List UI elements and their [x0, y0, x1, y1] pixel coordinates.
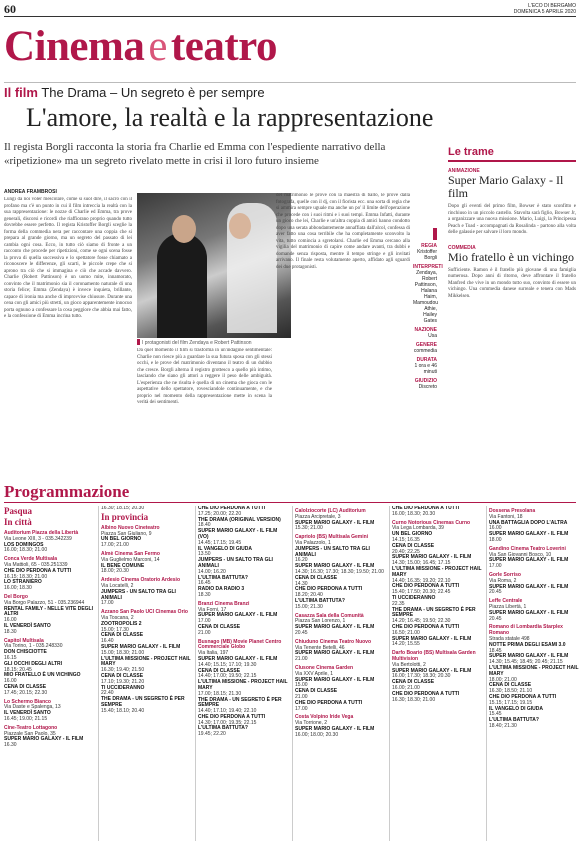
film-listing: CHE DIO PERDONA A TUTTI [392, 506, 460, 511]
film-listing: CENA DI CLASSE [4, 683, 47, 690]
film-listing: SUPER MARIO GALAXY - IL FILM [489, 531, 569, 538]
showtimes: 16.00 [4, 617, 17, 624]
cinema-address: Via Locatelli, 2 [101, 582, 134, 589]
credit-value: Usa [428, 333, 437, 339]
cinema-address: Piazzale San Paolo, 35 [4, 730, 56, 737]
film-listing: CENA DI CLASSE [198, 667, 241, 674]
showtimes: 14.20; 15.55 [392, 641, 420, 648]
cinema-address: Via Toscana, 2 [101, 614, 134, 621]
showtimes: 17.00; 21.00 [101, 542, 129, 549]
showtimes: 14.45; 17.15; 19.45 [198, 539, 242, 546]
column-divider [98, 506, 99, 841]
film-listing: CENA DI CLASSE [392, 679, 435, 686]
credits-marker [433, 228, 437, 240]
film-listing: SUPER MARIO GALAXY - IL FILM [295, 725, 375, 732]
film-listing: SUPER MARIO GALAXY - IL FILM [4, 736, 84, 743]
cinema-name: Del Borgo [4, 593, 28, 600]
film-listing: IL VENERDÌ SANTO [4, 622, 51, 629]
film-listing: CENA DI CLASSE [101, 672, 144, 679]
showtimes: 15.30; 21.00 [295, 525, 323, 532]
film-listing: L'ULTIMA BATTUTA? [489, 717, 539, 724]
film-line [4, 85, 265, 100]
film-listing: CHE DIO PERDONA A TUTTI [295, 586, 363, 593]
header-rule [4, 16, 576, 17]
credit-label: GIUDIZIO [414, 378, 437, 384]
cinema-address: Piazza Libertà, 1 [489, 603, 527, 610]
cinema-name: Gandino Cinema Teatro Loverini [489, 545, 566, 552]
film-listing: THE DRAMA - UN SEGRETO È PER SEMPRE [392, 606, 476, 619]
programming-rule [4, 502, 576, 503]
film-listing: SUPER MARIO GALAXY - IL FILM [295, 519, 375, 526]
showtimes: 15.15; 17.15; 19.15 [489, 699, 533, 706]
film-listing: CHE DIO PERDONA A TUTTI [489, 693, 557, 700]
section-rule [4, 82, 576, 83]
cinema-name: Branzi Cinema Branzi [198, 600, 250, 607]
showtimes: 15.40; 18.10; 20.40 [101, 707, 145, 714]
cinema-name: Costa Volpino Iride Vega [295, 714, 354, 721]
film-listing: SUPER MARIO GALAXY - IL FILM [101, 643, 181, 650]
area-heading: Pasqua [4, 506, 33, 516]
listing-column [198, 506, 289, 844]
cinema-address: Via Borgo Palazzo, 51 - 035.236944 [4, 599, 85, 606]
section-amp: e [148, 23, 167, 70]
showtimes: 18.00 [489, 536, 502, 543]
cinema-name: Almè Cinema San Fermo [101, 550, 160, 557]
article-photo [137, 193, 291, 338]
area-heading: In provincia [101, 511, 149, 522]
film-listing: THE DRAMA - UN SEGRETO È PER SEMPRE [101, 696, 185, 708]
cinema-name: Dossena Presolana [489, 508, 536, 514]
showtimes: 18.00; 21.00 [489, 676, 517, 683]
cinema-name: Casazza Sala della Comunità [295, 612, 364, 619]
showtimes: 18.30 [198, 591, 211, 598]
showtimes: 21.00 [198, 629, 211, 636]
listing-column [295, 506, 386, 844]
column-divider [195, 506, 196, 841]
film-listing: SUPER MARIO GALAXY - IL FILM [489, 609, 569, 616]
showtimes: 16.00 [4, 678, 17, 685]
showtimes: 16.00; 18.30; 21.00 [4, 547, 48, 554]
film-listing: GLI OCCHI DEGLI ALTRI [4, 660, 63, 667]
showtimes: 17.00 [198, 618, 211, 625]
showtimes: 18.00; 20.30 [101, 568, 129, 575]
film-listing: CENA DI CLASSE [295, 688, 338, 695]
plot-text: Sufficiente. Ramon è il fratello più giovane di una famiglia numerosa. Dopo anni di ritorno, deve affrontare il fratello Manfred che vive in un mondo tutto suo, convinto di essere un vichingo. Una commedia danese surreale e tenera con Mads Mikkelsen. [448, 267, 576, 299]
column-divider [389, 506, 390, 841]
film-listing: SUPER MARIO GALAXY - IL FILM [295, 563, 375, 570]
showtimes: 18.30 [4, 628, 17, 635]
showtimes: 20.45 [489, 589, 502, 596]
film-listing: CENA DI CLASSE [198, 623, 241, 630]
showtimes: 14.30; 15.45; 18.45; 20.45; 21.15 [489, 659, 563, 666]
showtimes: 15.00; 18.30; 21.00 [101, 649, 145, 656]
publication-date: DOMENICA 5 APRILE 2020 [513, 9, 576, 15]
film-listing: CHE DIO PERDONA A TUTTI [198, 506, 266, 511]
film-listing: THE DRAMA (ORIGINAL VERSION) [198, 516, 281, 523]
showtimes: 16.30; 18.50; 21.10 [489, 688, 533, 695]
showtimes: 14.40; 17.00; 19.50; 22.15 [198, 673, 257, 680]
film-listing: RADIO DA RADIO 3 [198, 586, 245, 593]
credit-value: commedia [413, 348, 437, 354]
credit-value: Kristoffer Borgli [417, 249, 437, 261]
film-listing: ZOOTROPOLIS 2 [101, 620, 142, 627]
credit-label: NAZIONE [414, 327, 437, 333]
cinema-address: Via Torino, 1 - 035.248330 [4, 643, 63, 650]
sidebar-title: Le trame [448, 146, 576, 162]
cinema-address: Via Leone XIII, 3 - 035.342239 [4, 535, 72, 542]
cinema-name: Darfo Boario (BS) Multisala Garden Multivision [392, 650, 476, 662]
film-listing: UN BEL GIORNO [392, 531, 433, 538]
sidebar-plots [448, 146, 576, 300]
showtimes: 17.00 [295, 705, 308, 712]
byline: ANDREA FRAMBROSI [4, 189, 57, 195]
showtimes: 15.00; 17.30 [101, 626, 129, 633]
film-listing: JUMPERS - UN SALTO TRA GLI ANIMALI [101, 588, 176, 601]
page-number: 60 [4, 2, 16, 16]
film-listing: SUPER MARIO GALAXY - IL FILM (VO) [198, 528, 278, 540]
film-title: The Drama – Un segreto è per sempre [41, 85, 265, 100]
showtimes: 22.40 [101, 690, 114, 697]
cinema-address: Via San Giovanni Bosco, 10 [489, 551, 552, 558]
film-listing: TI UCCIDERANNO [101, 684, 145, 691]
cinema-address: Via Forni, 17 [198, 606, 227, 613]
showtimes: 14.40; 16.35; 19.20; 22.10 [392, 577, 451, 584]
cinema-name: Busnago (MB) Movie Planet Centro Commerciale Globo [198, 638, 282, 651]
film-listing: SUPER MARIO GALAXY - IL FILM [489, 557, 569, 564]
cinema-address: Via Italia, 197 [198, 650, 229, 657]
showtimes: 14.15; 16.35 [392, 536, 420, 543]
cinema-address: Via Guglielmo Marconi, 14 [101, 556, 160, 563]
cinema-name: Chiuduno Cinema Teatro Nuovo [295, 638, 372, 645]
programming-title: Programmazione [4, 482, 130, 501]
showtimes: 19.45; 22.20 [198, 731, 226, 738]
film-listing: CHE DIO PERDONA A TUTTI [4, 567, 72, 574]
showtimes: 20.45 [295, 629, 308, 636]
page-header [4, 2, 576, 16]
column-divider [486, 506, 487, 841]
film-listing: IL VANGELO DI GIUDA [198, 545, 252, 552]
cinema-name: Albino Nuovo Cineteatro [101, 524, 160, 531]
film-listing: DON CHISCIOTTE [4, 649, 47, 656]
listing-column [4, 506, 95, 844]
showtimes: 14.20; 16.45; 19.50; 22.30 [392, 618, 451, 625]
showtimes: 16.00 [489, 525, 502, 532]
cinema-address: Via Torrione, 2 [295, 720, 328, 727]
showtimes: 13.50 [198, 551, 211, 558]
film-listing: JUMPERS - UN SALTO TRA GLI ANIMALI [295, 545, 370, 558]
credit-label: REGIA [421, 243, 437, 249]
cinema-address: Via Lega Lombarda, 39 [392, 525, 444, 532]
showtimes: 17.45; 20.15; 22.30 [4, 689, 48, 696]
showtimes: 15.45 [489, 711, 502, 718]
showtimes: 18.40; 21.30 [489, 722, 517, 729]
film-listing: L'ULTIMA BATTUTA? [198, 574, 248, 581]
cinema-name: Calolziocorte (LC) Auditorium [295, 508, 366, 514]
article-column-1: Lungi da noi voler mescolare, come si suol dire, il sacro con il profano ma c'è un punto in cui il film intreccia la realtà con la sua rappresentazione: le nozze di Charlie ed Emma, tra prove generali, discorsi e ricordi che riaffiorano proprio quando tutto dovrebbe essere perfetto. Il regista Kristoffer Borgli sceglie la forma della commedia nera per raccontare una coppia che si prepara al grande giorno, ma un segreto del passato di lei cambia ogni cosa. Ecco, in tutto ciò siamo di fronte a un racconto che procede per ripetizioni, come se ogni scena fosse la prova di quella successiva e lo spettatore fosse chiamato a riconoscere le differenze, gli scarti, le piccole crepe che si aprono tra ciò che si immagina e ciò che accade davvero. Charlie (Robert Pattinson) è un uomo mite, innamorato, convinto che il matrimonio sia il coronamento naturale di una storia felice; Emma (Zendaya) è invece inquieta, brillante, capace di ironia ma anche di improvvise chiusure. Durante una cena con gli amici più stretti, un gioco apparentemente innocuo porta ognuno a confessare la cosa peggiore che abbia mai fatto, e la confessione di Emma incrina tutto. [4, 197, 132, 319]
photo-caption: I protagonisti del film Zendaya e Robert Pattinson [142, 340, 252, 346]
cinema-name: Lo Schermo Bianco [4, 698, 51, 705]
showtimes: 15.00 [295, 682, 308, 689]
publication-info [514, 3, 576, 15]
cinema-name: Auditorium Piazza della Libertà [4, 530, 79, 536]
film-listing: SUPER MARIO GALAXY - IL FILM [198, 655, 278, 662]
film-listing: L'ULTIMA BATTUTA? [198, 725, 248, 732]
plot-text: Dopo gli eventi del primo film, Bowser è stato sconfitto e rinchiuso in un piccolo castello. Stavolta sarà figlio, Bowser Jr, a organizzare una nuova missione. Mario, Luigi, la Principessa Peach e Toad - accompagnati da Rosalinda - partono alla volta delle galassie per salvare il loro mondo. [448, 204, 576, 235]
showtimes: 16.40 [101, 638, 114, 645]
showtimes: 20.40; 22.25 [392, 548, 420, 555]
showtimes: 17.00 [489, 563, 502, 570]
showtimes: 16.50; 21.00 [392, 629, 420, 636]
film-listing: RENTAL FAMILY - NELLE VITE DEGLI ALTRI [4, 605, 93, 618]
cinema-name: Capitol Multisala [4, 637, 44, 644]
film-listing: LO STRANIERO [4, 579, 42, 586]
film-listing: NOTTE PRIMA DEGLI ESAMI 3.0 [489, 641, 566, 648]
showtimes: 16.00; 18.30 [4, 585, 32, 592]
showtimes: 17.00 [101, 600, 114, 607]
showtimes: 16.00; 17.30; 18.30; 20.30 [392, 673, 451, 680]
film-listing: CENA DI CLASSE [101, 632, 144, 639]
cinema-address: Via Fantoni, 18 [489, 513, 523, 520]
showtimes: 17.00; 18.15; 21.30 [198, 690, 242, 697]
film-listing: CHE DIO PERDONA A TUTTI [295, 699, 363, 706]
showtimes: 16.00; 21.00 [392, 684, 420, 691]
film-listing: L'ULTIMA MISSIONE - PROJECT HAIL MARY [198, 679, 288, 691]
cinema-address: Via Daste e Spalenga, 13 [4, 704, 61, 711]
cinema-address: Strada statale 498 [489, 635, 530, 642]
cinema-address: Piazza San Lorenzo, 1 [295, 618, 346, 625]
showtimes: 16.15 [4, 654, 17, 661]
film-listing: MIO FRATELLO È UN VICHINGO [4, 672, 81, 679]
film-listing: IL VENERDÌ SANTO [4, 710, 51, 717]
film-listing: SUPER MARIO GALAXY - IL FILM [295, 624, 375, 631]
film-listing: THE DRAMA - UN SEGRETO È PER SEMPRE [198, 696, 282, 709]
showtimes: 14.40; 17.10; 19.40; 22.10 [198, 708, 257, 715]
showtimes: 22.35 [392, 600, 405, 607]
film-credits [413, 240, 443, 390]
showtimes: 14.00; 16.20 [198, 568, 226, 575]
plot-genre: COMMEDIA [448, 244, 476, 251]
cinema-address: Via Mattioli, 65 - 035.251339 [4, 561, 68, 568]
cinema-name: Romano di Lombardia Starplex Romano [489, 624, 563, 637]
cinema-address: Piazza San Giuliano, 9 [101, 530, 152, 537]
film-listing: UNA BATTAGLIA DOPO L'ALTRA [489, 519, 568, 526]
showtimes: 16.20 [295, 557, 308, 564]
cinema-name: Curno Notorious Cinemas Curno [392, 519, 471, 526]
showtimes: 16.30; 18.15; 20.30 [101, 506, 145, 511]
showtimes: 16.45 [198, 580, 211, 587]
subheadline: Il regista Borgli racconta la storia fra Charlie ed Emma con l'espediente narrativo della «ripetizione» ma un segreto rivelato mette in crisi il loro futuro insieme [4, 141, 386, 167]
film-listing: SUPER MARIO GALAXY - IL FILM [392, 635, 472, 642]
film-listing: CHE DIO PERDONA A TUTTI [392, 690, 460, 697]
showtimes: 16.30; 18.30; 21.00 [392, 696, 436, 703]
showtimes: 16.30; 19.40; 21.50 [101, 667, 145, 674]
showtimes: 14.30 [295, 580, 308, 587]
film-listing: CHE DIO PERDONA A TUTTI [392, 623, 460, 630]
showtimes: 17.10; 19.30; 21.20 [101, 678, 145, 685]
cinema-name: Ardesio Cinema Oratorio Ardesio [101, 577, 180, 584]
showtimes: 15.40; 17.50; 20.30; 22.45 [392, 589, 451, 596]
film-listing: CHE DIO PERDONA A TUTTI [392, 583, 460, 590]
column-divider [292, 506, 293, 841]
cinema-address: Via Bertolotti, 2 [392, 661, 426, 668]
cinema-name: Capriolo (BS) Multisala Gemini [295, 534, 369, 541]
listing-column [392, 506, 483, 844]
showtimes: 14.30; 17.00; 19.35; 22.15 [198, 719, 257, 726]
film-listing: LOS DOMINGOS [4, 541, 44, 548]
publication-name: L'ECO DI BERGAMO [528, 3, 576, 9]
film-listing: L'ULTIMA MISSIONE - PROJECT HAIL MARY [101, 655, 191, 668]
showtimes: 21.00 [295, 656, 308, 663]
film-listing: SUPER MARIO GALAXY - IL FILM [392, 554, 472, 561]
showtimes: 21.00 [295, 693, 308, 700]
showtimes: 16.00; 18.00; 20.30 [295, 731, 339, 738]
listing-column [101, 506, 192, 844]
section-word-2: teatro [170, 23, 277, 70]
film-listing: SUPER MARIO GALAXY - IL FILM [198, 612, 278, 619]
showtimes: 14.40; 15.15; 17.10; 19.30 [198, 661, 257, 668]
credit-label: GENERE [415, 342, 437, 348]
film-listing: CENA DI CLASSE [489, 682, 532, 689]
cinema-address: Via Tenente Betelli, 46 [295, 644, 345, 651]
film-listing: SUPER MARIO GALAXY - IL FILM [295, 650, 375, 657]
cinema-name: Conca Verde Multisala [4, 556, 58, 563]
film-listing: TI UCCIDERANNO [392, 594, 436, 601]
cinema-address: Piazza Arcipretale, 3 [295, 513, 341, 520]
film-listing: L'ULTIMA BATTUTA? [295, 597, 345, 604]
cinema-address: Via Palazzolo, 1 [295, 539, 331, 546]
plot-title: Mio fratello è un vichingo [448, 249, 574, 264]
showtimes: 16.00; 18.30; 20.30 [392, 510, 436, 517]
showtimes: 15.00; 21.30 [295, 603, 323, 610]
cinema-name: Gorle Sorriso [489, 571, 521, 578]
showtimes: 20.45 [489, 615, 502, 622]
film-listing: JUMPERS - UN SALTO TRA GLI ANIMALI [198, 557, 273, 569]
film-listing: L'ULTIMA MISSIONE - PROJECT HAIL MARY [392, 565, 482, 578]
film-listing: SUPER MARIO GALAXY - IL FILM [489, 583, 569, 590]
plot-genre: ANIMAZIONE [448, 168, 480, 174]
section-word-1: Cinema [4, 23, 145, 70]
showtimes: 18.40 [198, 522, 211, 529]
showtimes: 18.15; 20.45 [4, 666, 32, 673]
film-listing: IL VANGELO DI GIUDA [489, 705, 543, 712]
headline: L'amore, la realtà e la rappresentazione [26, 103, 434, 132]
film-listing: SUPER MARIO GALAXY - IL FILM [295, 676, 375, 683]
film-listing: CENA DI CLASSE [392, 542, 435, 549]
showtimes: 17.25; 20.00; 22.20 [198, 510, 242, 517]
area-heading: In città [4, 517, 32, 527]
section-title [4, 22, 277, 71]
cinema-name: Leffe Centrale [489, 598, 523, 605]
film-listing: UN BEL GIORNO [101, 536, 142, 543]
showtimes: 18.20; 20.40 [295, 592, 323, 599]
film-listing: CENA DI CLASSE [295, 574, 338, 581]
credit-label: INTERPRETI [413, 264, 443, 270]
plot-title: Super Mario Galaxy - Il film [448, 173, 564, 200]
film-listing: SUPER MARIO GALAXY - IL FILM [489, 653, 569, 660]
article-column-2: Da quel momento il film si trasforma in un'indagine sentimentale: Charlie non riesce più a guardare la sua futura sposa con gli stessi occhi, e le prove del matrimonio diventano il teatro di un dubbio che cresce. Borgli alterna il registro grottesco a quello più intimo, lasciando che siano gli attori a reggere il peso delle ambiguità. L'esperienza che ne risulta è quella di un cinema che gioca con le aspettative dello spettatore, rovesciandole continuamente, e che proprio nel momento della rappresentazione mette in scena la verità dei sentimenti. [137, 348, 272, 405]
cinema-name: Cine-Teatro Lottagono [4, 724, 58, 731]
showtimes: 16.45; 19.00; 21.15 [4, 715, 48, 722]
showtimes: 16.30 [4, 742, 17, 749]
credit-value: Discreto [418, 384, 437, 390]
showtimes: 18.45 [489, 647, 502, 654]
showtimes: 14.30; 15.00; 16.45; 17.15 [392, 560, 451, 567]
article-column-3: del matrimonio le prove con la maestra di ballo, le prove dalla fotografa, quelle con il dj, con il fiorista ecc. una sorta di regia che si ammira sempre uguale ma anche un po' il limite dell'operazione che procede con i suoi ritmi e i suoi tempi. Emma Infatti, durante un gioco che lei, Charlie e un'altra coppia di amici hanno condotto dopo una serata abbondantemente annaffiata dall'alcol, confessa di aver fatto una cosa terribile che ha completamente sconvolto la vita, tutto comincia a sgretolarsi. Charlie ed Emma cercano alla vigilia del matrimonio di capire come andare avanti, tra dubbi e domande senza risposta, mentre il tempo stringe e gli invitati arrivano. Il finale resta volutamente aperto, affidato agli sguardi dei due protagonisti. [276, 193, 410, 270]
film-label: Il film [4, 85, 38, 100]
credit-value: Zendaya, Robert Pattinson, Halana Haim, Mamoudou Athie, Hailey Gates [413, 270, 439, 324]
listing-column [489, 506, 580, 844]
credit-label: DURATA [416, 357, 437, 363]
showtimes: 14.30; 16.30; 17.30; 18.30; 19.50; 21.00 [295, 568, 384, 575]
cinema-address: Via XXV Aprile, 1 [295, 670, 333, 677]
credit-value: 1 ora e 46 minuti [414, 363, 437, 375]
cinema-name: Azzano San Paolo UCI Cinemas Orio [101, 609, 188, 616]
film-listing: CHE DIO PERDONA A TUTTI [198, 713, 266, 720]
film-listing: IL BENE COMUNE [101, 562, 145, 569]
showtimes: 16.15; 18.30; 21.00 [4, 573, 48, 580]
cinema-address: Via Roma, 2 [489, 577, 517, 584]
film-listing: SUPER MARIO GALAXY - IL FILM [392, 667, 472, 674]
cinema-name: Clusone Cinema Garden [295, 664, 354, 671]
film-listing: L'ULTIMA MISSIONE - PROJECT HAIL MARY [489, 664, 579, 677]
